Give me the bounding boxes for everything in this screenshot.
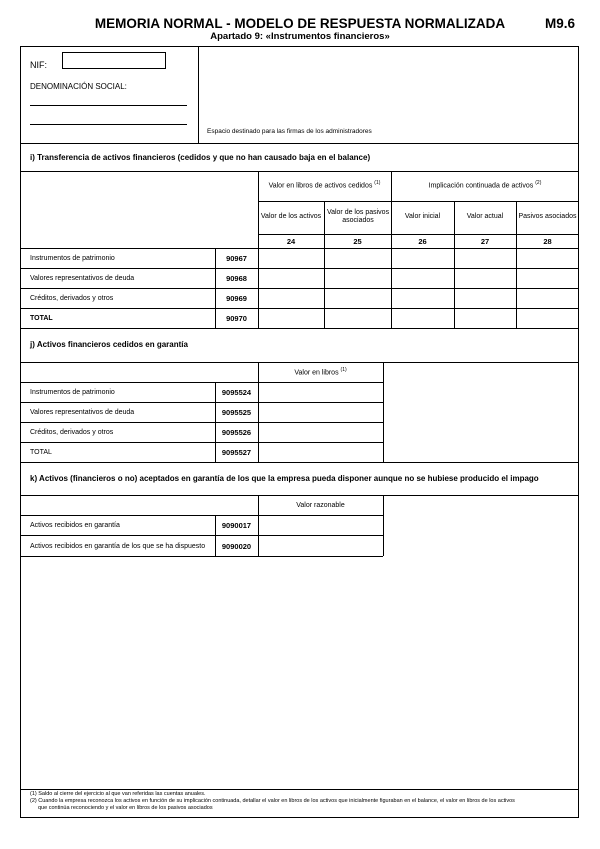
row-code: 9095526 [221,428,252,437]
row-code: 90969 [226,294,247,303]
section-i-row-line-4 [20,328,579,329]
row-code: 90967 [226,254,247,263]
col-header-valor-pasivos: Valor de los pasivos asociados [326,209,390,225]
section-k-row-line-2 [20,556,383,557]
col-header-pasivos-asociados: Pasivos asociados [518,213,577,220]
denominacion-line-2[interactable] [30,124,187,125]
section-i-value-cells[interactable] [259,249,579,328]
col-number-26: 26 [418,237,427,246]
row-label: Activos recibidos en garantía [30,522,120,529]
row-label-total: TOTAL [30,449,52,456]
row-code: 9090020 [221,542,252,551]
section-k-top-line [20,495,579,496]
col-header-valor-actual: Valor actual [466,213,504,220]
row-label: Valores representativos de deuda [30,409,135,416]
row-label: Instrumentos de patrimonio [30,389,115,396]
row-label-total: TOTAL [30,315,53,322]
section-k-title: k) Activos (financieros o no) aceptados en garantía de los que la empresa pueda disponer aunque no se hubiese producido el impago [30,474,539,483]
section-i-title: i) Transferencia de activos financieros (cedidos y que no han causado baja en el balance) [30,153,371,162]
row-code: 9095524 [221,388,252,397]
group1-header-text: Valor en libros de activos cedidos [268,182,373,190]
col-number-25: 25 [353,237,362,246]
page-subtitle: Apartado 9: «Instrumentos financieros» [210,31,390,42]
col-number-28: 28 [543,237,552,246]
group1-header-note: (1) [374,180,381,186]
row-code: 9095525 [221,408,252,417]
row-label: Créditos, derivados y otros [30,429,114,436]
denominacion-label: DENOMINACIÓN SOCIAL: [30,82,127,91]
row-label: Instrumentos de patrimonio [30,255,115,262]
row-code: 90970 [226,314,247,323]
col-number-27: 27 [480,237,490,246]
row-label: Valores representativos de deuda [30,275,135,282]
id-bottom-line [20,143,579,144]
col-header-valor-activos: Valor de los activos [260,213,322,220]
section-j-title: j) Activos financieros cedidos en garantía [30,340,188,349]
col-number-24: 24 [286,237,296,246]
row-code: 90968 [226,274,247,283]
row-label: Activos recibidos en garantía de los que se ha dispuesto [30,543,206,550]
group1-header [258,181,391,190]
section-k-value-cells[interactable] [259,516,383,556]
group2-header-note: (2) [535,180,542,186]
firmas-label: Espacio destinado para las firmas de los administradores [207,128,372,135]
nif-label: NIF: [30,60,47,70]
page-title: MEMORIA NORMAL - MODELO DE RESPUESTA NORMALIZADA [94,16,506,31]
footnote-2: (2) Cuando la empresa reconozca los activos en función de su implicación continuada, detallar el valor en libros de los activos que inicialmente figuraban en el balance, el valor en libros de los activos [30,798,515,804]
nif-input[interactable] [62,52,166,69]
id-divider [198,46,199,143]
section-j-top-line [20,362,579,363]
section-j-col-note: (1) [340,367,347,373]
section-j-col-header [258,368,383,377]
row-label: Créditos, derivados y otros [30,295,114,302]
denominacion-line-1[interactable] [30,105,187,106]
group2-header [391,181,579,190]
col-header-valor-inicial: Valor inicial [404,213,441,220]
section-j-col-header-text: Valor en libros [294,369,339,377]
section-k-vline-b [383,495,384,556]
footnote-line [20,789,579,790]
section-j-bottom-line [20,462,579,463]
section-i-header-line [20,171,579,172]
row-code: 9095527 [221,448,252,457]
group2-header-text: Implicación continuada de activos [428,182,534,190]
form-code: M9.6 [545,16,576,31]
section-j-value-cells[interactable] [259,383,383,462]
section-j-vline-b [383,362,384,462]
footnote-1: (1) Saldo al cierre del ejercicio al que van referidas las cuentas anuales. [30,791,206,797]
row-code: 9090017 [221,521,252,530]
footnote-2-continued: que continúa reconociendo y el valor en libros de los pasivos asociados [38,805,213,811]
section-i-group-line [258,201,579,202]
section-i-colnum-line [258,234,579,235]
section-k-col-header: Valor razonable [296,502,345,509]
